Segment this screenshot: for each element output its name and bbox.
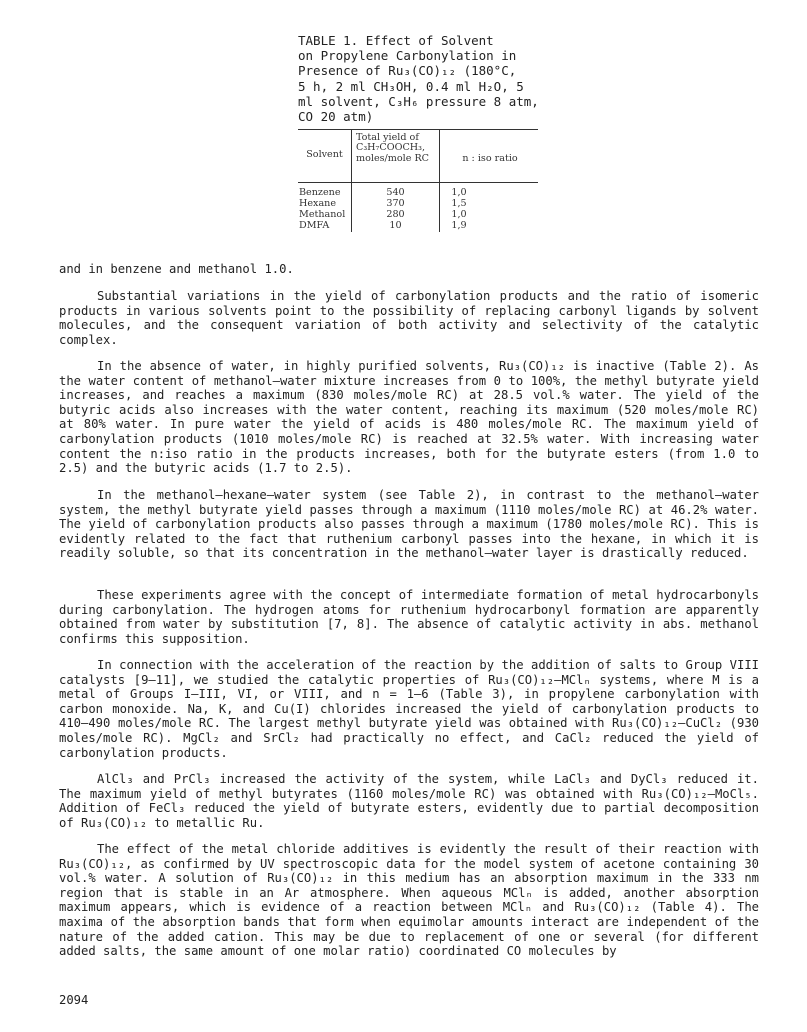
table-caption: TABLE 1. Effect of Solvent on Propylene Carbonylation in Presence of Ru₃(CO)₁₂ (180°C, 5 h, 2 ml CH₃OH, 0.4 ml H₂O, 5 ml solvent, C₃H₆ pressure 8 atm, CO 20 atm) <box>298 33 539 125</box>
page-number: 2094 <box>59 993 89 1007</box>
table-row <box>298 187 538 198</box>
header-solvent: Solvent <box>306 149 343 160</box>
cell-solvent: Hexane <box>299 198 337 209</box>
paragraph-water-content: In the absence of water, in highly purified solvents, Ru₃(CO)₁₂ is inactive (Table 2). As the water content of methanol–water mixture increases from 0 to 100%, the methyl butyrate yield increases, and reaches a maximum (830 moles/mole RC) at 28.5 vol.% water. The yield of the butyric acids also increases with the water content, reaching its maximum (520 moles/mole RC) at 80% water. In pure water the yield of acids is 480 moles/mole RC. The maximum yield of carbonylation products (1010 moles/mole RC) is reached at 32.5% water. With increasing water content the n:iso ratio in the products increases, both for the butyrate esters (from 1.0 to 2.5) and the butyric acids (1.7 to 2.5). <box>59 359 759 476</box>
cell-yield: 280 <box>386 209 405 220</box>
paragraph-chloride-activity: AlCl₃ and PrCl₃ increased the activity of the system, while LaCl₃ and DyCl₃ reduced it. The maximum yield of methyl butyrates (1160 moles/mole RC) was obtained with Ru₃(CO)₁₂–MoCl₅. Addition of FeCl₃ reduced the yield of butyrate esters, evidently due to partial decomposition of Ru₃(CO)₁₂ to metallic Ru. <box>59 772 759 830</box>
cell-ratio: 1,0 <box>451 209 467 220</box>
cell-yield: 10 <box>389 220 402 231</box>
cell-solvent: Methanol <box>299 209 346 220</box>
paragraph-salt-additives: In connection with the acceleration of the reaction by the addition of salts to Group VIII catalysts [9–11], we studied the catalytic properties of Ru₃(CO)₁₂–MClₙ systems, where M is a metal of Groups I–III, VI, or VIII, and n = 1–6 (Table 3), in propylene carbonylation with carbon monoxide. Na, K, and Cu(I) chlorides increased the yield of carbonylation products to 410–490 moles/mole RC. The largest methyl butyrate yield was obtained with Ru₃(CO)₁₂–CuCl₂ (930 moles/mole RC). MgCl₂ and SrCl₂ had practically no effect, and CaCl₂ reduced the yield of carbonylation products. <box>59 658 759 760</box>
cell-ratio: 1,5 <box>451 198 467 209</box>
table-row <box>298 220 538 231</box>
table-top-rule <box>298 129 538 130</box>
cell-ratio: 1,0 <box>451 187 467 198</box>
cell-solvent: Benzene <box>299 187 341 198</box>
cell-solvent: DMFA <box>299 220 330 231</box>
table-row <box>298 198 538 209</box>
table-row <box>298 209 538 220</box>
cell-yield: 370 <box>386 198 405 209</box>
paragraph-continuation: and in benzene and methanol 1.0. <box>59 262 294 276</box>
paragraph-solvent-effects: Substantial variations in the yield of carbonylation products and the ratio of isomeric products in various solvents point to the possibility of replacing carbonyl ligands by solvent molecules, and the consequent variation of both activity and selectivity of the catalytic complex. <box>59 289 759 347</box>
cell-yield: 540 <box>386 187 405 198</box>
cell-ratio: 1,9 <box>451 220 467 231</box>
table-header-rule <box>298 182 538 183</box>
paragraph-hydrocarbonyls: These experiments agree with the concept of intermediate formation of metal hydrocarbonyls during carbonylation. The hydrogen atoms for ruthenium hydrocarbonyl formation are apparently obtained from water by substitution [7, 8]. The absence of catalytic activity in abs. methanol confirms this supposition. <box>59 588 759 646</box>
header-ratio: n : iso ratio <box>462 153 518 164</box>
header-yield: Total yield of C₃H₇COOCH₃, moles/mole RC <box>356 132 430 164</box>
paragraph-hexane-system: In the methanol–hexane–water system (see Table 2), in contrast to the methanol–water system, the methyl butyrate yield passes through a maximum (1110 moles/mole RC) at 46.2% water. The yield of carbonylation products also passes through a maximum (1780 moles/mole RC). This is evidently related to the fact that ruthenium carbonyl passes into the hexane, in which it is readily soluble, so that its concentration in the methanol–water layer is drastically reduced. <box>59 488 759 561</box>
paragraph-uv-spectroscopy: The effect of the metal chloride additives is evidently the result of their reaction with Ru₃(CO)₁₂, as confirmed by UV spectroscopic data for the model system of acetone containing 30 vol.% water. A solution of Ru₃(CO)₁₂ in this medium has an absorption maximum in the 333 nm region that is stable in an Ar atmosphere. When aqueous MClₙ is added, another absorption maximum appears, which is evidence of a reaction between MClₙ and Ru₃(CO)₁₂ (Table 4). The maxima of the absorption bands that form when equimolar amounts interact are independent of the nature of the added cation. This may be due to replacement of one or several (for different added salts, the same amount of one molar ratio) coordinated CO molecules by <box>59 842 759 959</box>
